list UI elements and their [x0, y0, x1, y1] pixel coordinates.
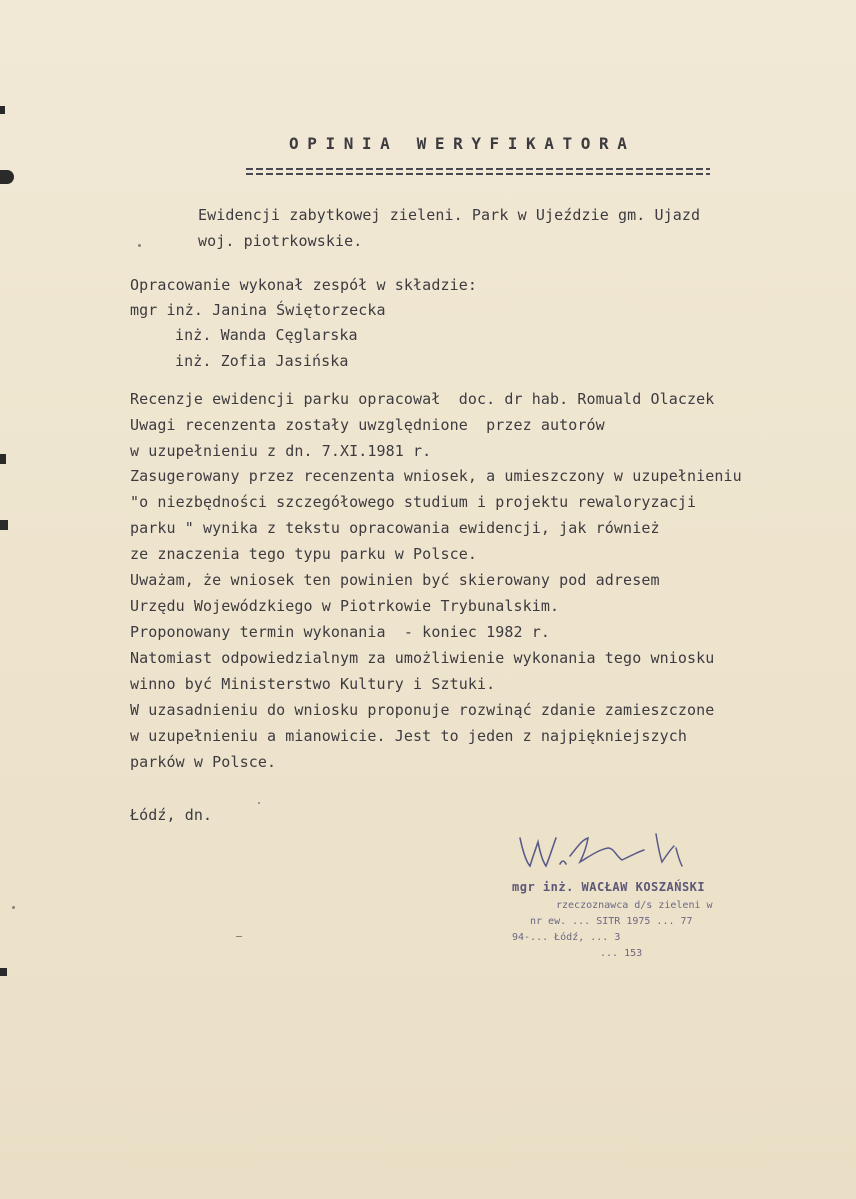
body-line: Proponowany termin wykonania - koniec 1982 r.	[130, 623, 551, 641]
body-line: Natomiast odpowiedzialnym za umożliwienie wykonania tego wniosku	[130, 649, 715, 667]
paper-speck	[138, 244, 141, 247]
team-member: mgr inż. Janina Świętorzecka	[130, 301, 386, 319]
stamp-line: nr ew. ... SITR 1975 ... 77	[530, 916, 693, 927]
place-date: Łódź, dn.	[130, 806, 213, 824]
subject-line: Ewidencji zabytkowej zieleni. Park w Ujeździe gm. Ujazd	[198, 206, 701, 224]
paper-speck	[12, 906, 15, 909]
stamp-line: 94-... Łódź, ... 3	[512, 932, 621, 943]
stamp-line: rzeczoznawca d/s zieleni w	[556, 900, 713, 911]
punch-mark	[0, 106, 5, 114]
body-line: winno być Ministerstwo Kultury i Sztuki.	[130, 675, 496, 693]
body-line: ze znaczenia tego typu parku w Polsce.	[130, 545, 477, 563]
stamp-name: mgr inż. WACŁAW KOSZAŃSKI	[512, 880, 706, 894]
body-line: "o niezbędności szczegółowego studium i projektu rewaloryzacji	[130, 493, 697, 511]
punch-mark	[0, 170, 14, 184]
body-line: Urzędu Wojewódzkiego w Piotrkowie Trybunalskim.	[130, 597, 560, 615]
body-line: Uwagi recenzenta zostały uwzględnione przez autorów	[130, 416, 605, 434]
body-line: parków w Polsce.	[130, 753, 277, 771]
body-line: Recenzje ewidencji parku opracował doc. dr hab. Romuald Olaczek	[130, 390, 715, 408]
subject-line: woj. piotrkowskie.	[198, 232, 363, 250]
team-member: inż. Zofia Jasińska	[175, 352, 349, 370]
title-underline	[246, 168, 710, 176]
team-member: inż. Wanda Cęglarska	[175, 326, 358, 344]
paper-speck	[258, 802, 260, 804]
body-line: Uważam, że wniosek ten powinien być skierowany pod adresem	[130, 571, 660, 589]
body-line: W uzasadnieniu do wniosku proponuje rozwinąć zdanie zamieszczone	[130, 701, 715, 719]
paper-speck	[236, 936, 242, 937]
punch-mark	[0, 454, 6, 464]
body-line: w uzupełnieniu z dn. 7.XI.1981 r.	[130, 442, 432, 460]
body-line: parku " wynika z tekstu opracowania ewidencji, jak również	[130, 519, 660, 537]
document-title: OPINIA WERYFIKATORA	[289, 134, 636, 153]
signature-icon	[516, 826, 696, 876]
body-line: Zasugerowany przez recenzenta wniosek, a umieszczony w uzupełnieniu	[130, 467, 742, 485]
punch-mark	[0, 520, 8, 530]
punch-mark	[0, 968, 7, 976]
body-line: w uzupełnieniu a mianowicie. Jest to jeden z najpiękniejszych	[130, 727, 687, 745]
stamp-line: ... 153	[600, 948, 643, 959]
team-intro: Opracowanie wykonał zespół w składzie:	[130, 276, 477, 294]
